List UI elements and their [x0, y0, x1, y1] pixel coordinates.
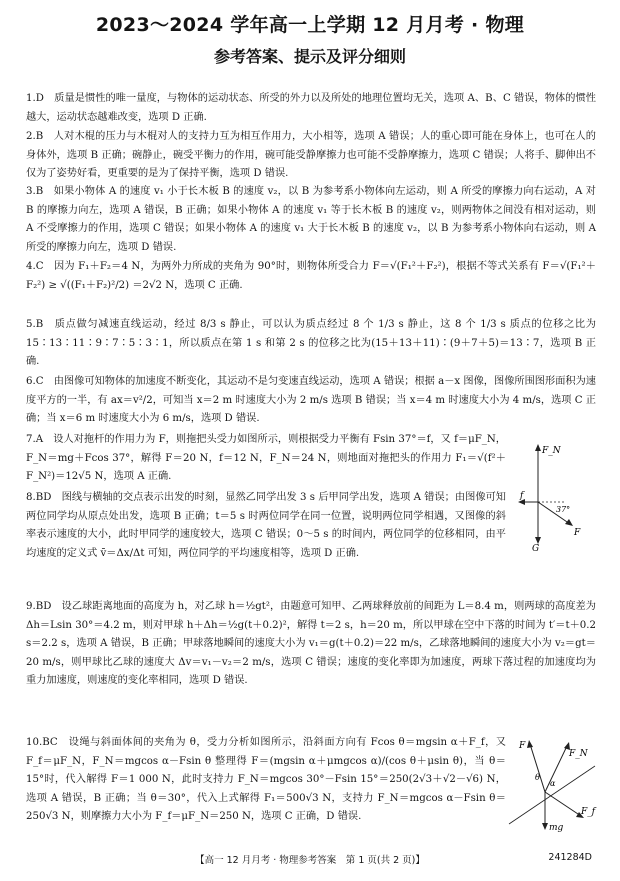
answer-2: 2.B 人对木棍的压力与木棍对人的支持力互为相互作用力，大小相等，选项 A 错误；人的重心即可能在身体上，也可在人的身体外，选项 B 正确；碗静止，碗受平衡力的作用，碗可能受静摩擦力也可能不受静摩擦力，选项 C 错误；人将手、脚伸出不仅为了姿势好看，更重要的是为了保持平衡，选项 D 错误.	[26, 131, 596, 179]
label-fn: F_N	[569, 749, 588, 759]
answer-4: 4.C 因为 F₁＋F₂＝4 N，为两外力所成的夹角为 90°时，则物体所受合力 F＝√(F₁²＋F₂²)，根据不等式关系有 F＝√(F₁²＋F₂²) ≥ √((F₁＋F₂)²/2) ＝2√2 N，选项 C 正确.	[26, 261, 596, 291]
friction-arrow	[545, 792, 581, 816]
label-angle: 37°	[556, 505, 571, 514]
label-f: f	[520, 491, 524, 501]
label-ff: F_f	[581, 807, 596, 817]
answer-1: 1.D 质量是惯性的唯一量度，与物体的运动状态、所受的外力以及所处的地理位置均无关，选项 A、B、C 错误，物体的惯性越大，运动状态越难改变，选项 D 正确.	[26, 93, 596, 123]
label-mg: mg	[549, 823, 564, 833]
label-fn: F_N	[542, 446, 561, 456]
answer-8: 8.BD 图线与横轴的交点表示出发的时刻，显然乙同学出发 3 s 后甲同学出发，选项 A 错误；由图像可知两位同学均从原点处出发，选项 B 正确；t＝5 s 时两位同学在同一位置，说明两位同学相遇，又图像的斜率表示速度的大小，此时甲同学的速度较大，选项 C 错误；0～5 s 的时间内，两位同学的位移相同，由平均速度的定义式 v̄＝Δx/Δt 可知，两位同学的平均速度相等，选项 D 正确.	[26, 492, 506, 559]
label-theta: θ	[535, 773, 540, 782]
force-diagram-q10	[505, 734, 597, 834]
label-push: F	[574, 528, 581, 538]
answer-5: 5.B 质点做匀减速直线运动，经过 8/3 s 静止，可以认为质点经过 8 个 1/3 s 静止，这 8 个 1/3 s 质点的位移之比为 15∶13∶11∶9∶7∶5∶3∶1，所以质点在第 1 s 和第 2 s 的位移之比为(15＋13＋11)∶(9＋7＋5)＝13∶7，选项 B 正确.	[26, 319, 596, 367]
answer-10: 10.BC 设绳与斜面体间的夹角为 θ，受力分析如图所示，沿斜面方向有 Fcos θ＝mgsin α＋F_f，又 F_f＝μF_N，F_N＝mgcos α－Fsin θ 整理得 F＝(mgsin α＋μmgcos α)/(cos θ＋μsin θ)，当 θ＝15°时，代入解得 F＝1 000 N，此时支持力 F_N＝mgcos 30°－Fsin 15°＝250(2√3＋√2－√6) N，选项 A 错误，B 正确；当 θ＝30°，代入上式解得 F₁＝500√3 N，支持力 F_N＝mgcos α－Fsin θ＝250√3 N，则摩擦力大小为 F_f＝μF_N＝250 N，选项 C 正确，D 错误.	[26, 737, 506, 822]
page-title: 2023～2024 学年高一上学期 12 月月考 · 物理	[95, 14, 525, 36]
page-footer: 【高一 12 月月考 · 物理参考答案 第 1 页(共 2 页)】	[195, 855, 425, 866]
answer-7: 7.A 设人对拖杆的作用力为 F，则拖把头受力如图所示，则根据受力平衡有 Fsin 37°＝f，又 f＝μF_N，F_N＝mg＋Fcos 37°，解得 F＝20 N，f＝12 N，F_N＝24 N，则地面对拖把头的作用力 F₁＝√(f²＋F_N²)＝12√5 N，选项 A 正确.	[26, 434, 506, 482]
label-alpha: α	[550, 779, 556, 788]
answer-6: 6.C 由图像可知物体的加速度不断变化，其运动不是匀变速直线运动，选项 A 错误；根据 a－x 图像，图像所围图形面积为速度平方的一半，有 ax＝v²/2，可知当 x＝2 m 时速度大小为 2 m/s 选项 B 错误；当 x＝4 m 时速度大小为 4 m/s，选项 C 正确；当 x＝6 m 时速度大小为 6 m/s，选项 D 错误.	[26, 376, 596, 424]
answer-3: 3.B 如果小物体 A 的速度 v₁ 小于长木板 B 的速度 v₂，以 B 为参考系小物体向左运动，则 A 所受的摩擦力向右运动，A 对 B 的摩擦力向左，选项 A 错误，B 正确；如果小物体 A 的速度 v₁ 等于长木板 B 的速度 v₂，则两物体之间没有相对运动，则 A 不受摩擦力的作用，选项 C 错误；如果小物体 A 的速度 v₁ 大于长木板 B 的速度 v₂，以 B 为参考系小物体向右运动，则 A 所受的摩擦力向左，选项 D 错误.	[26, 186, 596, 253]
page-subtitle: 参考答案、提示及评分细则	[213, 47, 406, 66]
normal-force-arrow	[545, 746, 567, 792]
tension-arrow	[530, 744, 545, 792]
label-tension: F	[519, 741, 526, 751]
force-diagram-q7	[518, 440, 594, 552]
answer-9: 9.BD 设乙球距离地面的高度为 h，对乙球 h＝½gt²，由题意可知甲、乙两球释放前的间距为 L＝8.4 m，则两球的高度差为 Δh＝Lsin 30°＝4.2 m，则对甲球 h＋Δh＝½g(t＋0.2)²，解得 t＝2 s，h＝20 m，所以甲球在空中下落的时间为 t′＝t＋0.2 s＝2.2 s，选项 A 错误，B 正确；甲球落地瞬间的速度大小为 v₁＝g(t＋0.2)＝22 m/s，乙球落地瞬间的速度大小为 v₂＝gt＝20 m/s，则甲球比乙球的速度大 Δv＝v₁－v₂＝2 m/s，选项 C 错误；速度的变化率即为加速度，两球下落过程的加速度均为重力加速度，则速度的变化率相同，选项 D 错误.	[26, 601, 596, 686]
label-g: G	[532, 544, 540, 552]
document-code: 241284D	[548, 852, 592, 863]
